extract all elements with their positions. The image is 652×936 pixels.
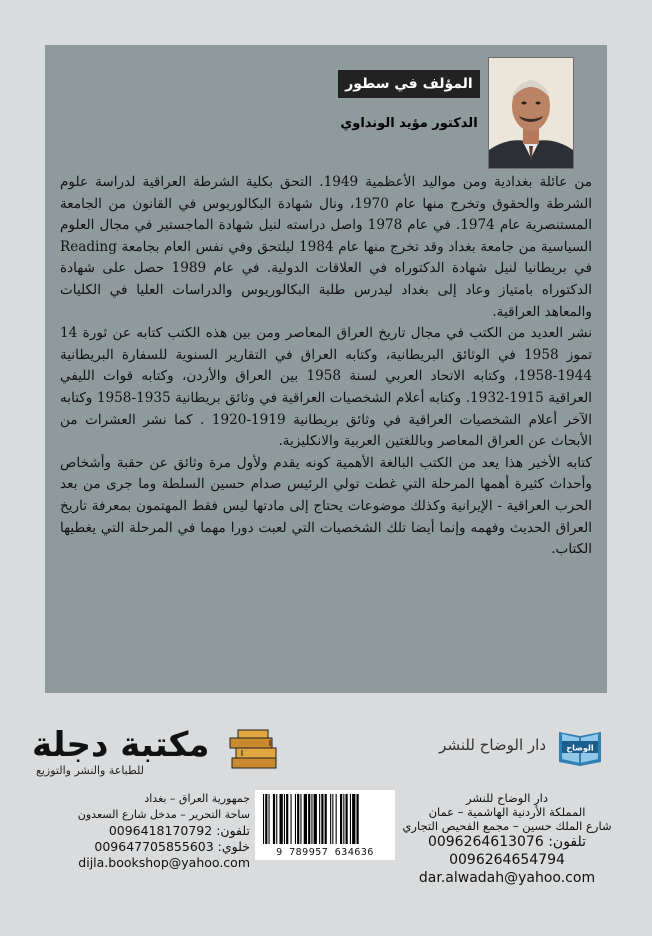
barcode-bar: [311, 794, 312, 844]
barcode-bar: [297, 794, 299, 844]
publisher-left-name: مكتبة دجلة: [32, 725, 210, 765]
publisher-left-contact: [70, 791, 250, 871]
author-section-title: المؤلف في سطور: [338, 70, 480, 98]
isbn-number: 9 789957 634636: [276, 847, 374, 858]
phone-label: تلفون:: [548, 834, 587, 850]
phone-number: 0096264613076: [427, 834, 544, 850]
address-line: ساحة التحرير – مدخل شارع السعدون: [77, 808, 250, 821]
mobile-line: [70, 839, 250, 855]
barcode-bar: [343, 794, 344, 844]
phone-number: 0096418170792: [108, 823, 213, 838]
publisher-right-contact: [400, 791, 614, 887]
books-stack-icon: [226, 728, 282, 772]
phone-number: 0096264654794: [449, 852, 565, 868]
phone-label: تلفون:: [216, 823, 250, 838]
address-line: شارع الملك حسين – مجمع الفحيص التجاري: [402, 819, 612, 833]
publisher-right-logo-text: الوضاح: [566, 743, 594, 753]
bio-paragraph: من عائلة بغدادية ومن مواليد الأعظمية 1949. التحق بكلية الشرطة العراقية لدراسة علوم الشرطة والحقوق وتخرج منها عام 1970، ونال شهادة البكالوريوس في القانون من الجامعة المستنصرية عام 1974. في عام 1978 واصل دراسته لنيل شهادة الماجستير في مجال العلوم السياسية من جامعة بغداد وقد تخرج منها عام 1984 ليلتحق وفي نفس العام بجامعة Reading في بريطانيا لنيل شهادة الدكتوراه في العلاقات الدولية. في عام 1989 حصل على شهادة الدكتوراه بامتياز وعاد إلى بغداد ليدرس طلبة البكالوريوس والدراسات العليا في الكليات والمعاهد العراقية.: [60, 174, 592, 320]
publisher-left-subtitle: للطباعة والنشر والتوزيع: [36, 764, 145, 777]
barcode-bar: [286, 794, 288, 844]
phone-line: [400, 833, 614, 851]
barcode-bar: [330, 794, 331, 844]
barcode-bar: [308, 794, 310, 844]
publisher-left-logo: [30, 726, 286, 786]
barcode-bar: [325, 794, 327, 844]
barcode-bar: [350, 794, 351, 844]
barcode-bar: [265, 794, 267, 844]
publisher-right-name: دار الوضاح للنشر: [439, 736, 546, 754]
barcode-bar: [332, 794, 333, 844]
barcode-bar: [319, 794, 320, 844]
barcode-bar: [352, 794, 355, 844]
barcode-bar: [273, 794, 275, 844]
barcode-bar: [263, 794, 264, 844]
barcode-bar: [304, 794, 307, 844]
phone-line: [70, 823, 250, 839]
author-photo: [488, 57, 574, 169]
barcode-bar: [284, 794, 285, 844]
barcode-bar: [357, 794, 359, 844]
publisher-right-logo: [352, 724, 602, 774]
barcode-bar: [314, 794, 317, 844]
barcode-bar: [295, 794, 296, 844]
barcode-bar: [269, 794, 270, 844]
address-line: دار الوضاح للنشر: [466, 791, 548, 805]
barcode-bar: [340, 794, 342, 844]
barcode-bar: [300, 794, 301, 844]
barcode-bar: [291, 794, 292, 844]
bio-paragraph: نشر العديد من الكتب في مجال تاريخ العراق المعاصر ومن بين هذه الكتب كتابه عن ثورة 14 تموز 1958 في الوثائق البريطانية، وكتابه العراق في التقارير السنوية للسفارة البريطانية 1944-1958، وكتابه الاتحاد العربي لسنة 1958 بين العراق والأردن، وكتابه قوات الليفي العراقية 1915-1932. وكتابه أعلام الشخصيات العراقية في وثائق بريطانية 1935-1958 وكتابه الآخر أعلام الشخصيات العراقية في وثائق بريطانية 1919-1920 . كما نشر العشرات من الأبحاث عن العراق المعاصر وباللغتين العربية والانكليزية.: [60, 325, 592, 450]
mobile-label: خلوي:: [217, 839, 250, 854]
isbn-barcode: [255, 790, 395, 860]
barcode-bar: [321, 794, 323, 844]
author-name: الدكتور مؤيد الونداوي: [340, 116, 478, 131]
address-line: المملكة الأردنية الهاشمية – عمان: [428, 805, 586, 819]
mobile-number: 009647705855603: [94, 839, 214, 854]
email: dijla.bookshop@yahoo.com: [78, 855, 250, 870]
barcode-bar: [280, 794, 283, 844]
barcode-bar: [346, 794, 348, 844]
author-bio: [60, 172, 592, 561]
barcode-bar: [276, 794, 277, 844]
open-book-icon: [557, 724, 603, 768]
address-line: جمهورية العراق – بغداد: [144, 792, 250, 805]
email: dar.alwadah@yahoo.com: [418, 870, 596, 886]
bio-paragraph: كتابه الأخير هذا يعد من الكتب البالغة الأهمية كونه يقدم ولأول مرة وثائق عن حقبة وأشخاص وأحداث كثيرة أهمها المرحلة التي غطت تولي الرئيس صدام حسين السلطة وما جرى من بعد الحرب العراقية - الإيرانية وكذلك موضوعات يحتاج إلى مادتها ليس فقط المهتمون بمعرفة تاريخ العراق الحديث وفهمه وإنما أيضا تلك الشخصيات التي لعبت دورا مهما في المرحلة التي يغطيها الكتاب.: [60, 454, 592, 558]
barcode-bar: [336, 794, 337, 844]
